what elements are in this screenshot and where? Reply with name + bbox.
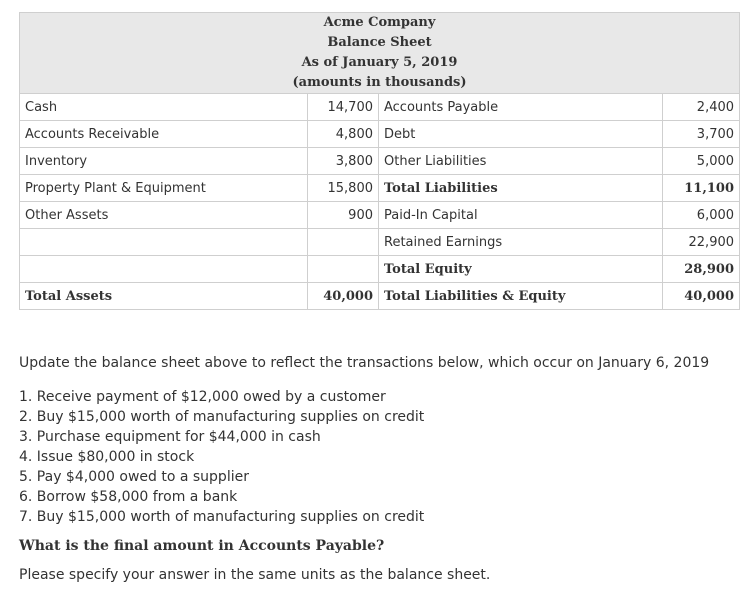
list-item: 7. Buy $15,000 worth of manufacturing supplies on credit [19, 509, 425, 525]
total-assets-value: 40,000 [308, 283, 379, 310]
liability-label: Retained Earnings [379, 229, 663, 256]
liability-label: Other Liabilities [379, 148, 663, 175]
liability-value: 2,400 [663, 94, 740, 121]
list-item: 3. Purchase equipment for $44,000 in cash [19, 429, 321, 445]
asset-label: Property Plant & Equipment [20, 175, 308, 202]
asset-label [20, 256, 308, 283]
asset-label [20, 229, 308, 256]
total-equity-label: Total Equity [379, 256, 663, 283]
total-assets-label: Total Assets [20, 283, 308, 310]
balance-sheet-header-row [20, 13, 740, 94]
answer-note: Please specify your answer in the same units as the balance sheet. [19, 567, 491, 583]
instructions-text: Update the balance sheet above to reflect the transactions below, which occur on January 6, 2019 [19, 355, 710, 371]
liability-value: 3,700 [663, 121, 740, 148]
sheet-units: (amounts in thousands) [292, 75, 467, 90]
list-item: 1. Receive payment of $12,000 owed by a customer [19, 389, 386, 405]
liability-label: Accounts Payable [379, 94, 663, 121]
list-item: 6. Borrow $58,000 from a bank [19, 489, 238, 505]
balance-sheet-header [20, 13, 740, 94]
total-equity-value: 28,900 [663, 256, 740, 283]
asset-value [308, 256, 379, 283]
total-liabilities-label: Total Liabilities [379, 175, 663, 202]
asset-value: 900 [308, 202, 379, 229]
table-row [20, 175, 740, 202]
list-item: 4. Issue $80,000 in stock [19, 449, 195, 465]
table-row [20, 94, 740, 121]
table-row [20, 202, 740, 229]
asset-label: Other Assets [20, 202, 308, 229]
liability-label: Paid-In Capital [379, 202, 663, 229]
asset-value: 15,800 [308, 175, 379, 202]
total-liabilities-value: 11,100 [663, 175, 740, 202]
total-liabilities-equity-label: Total Liabilities & Equity [379, 283, 663, 310]
list-item: 2. Buy $15,000 worth of manufacturing supplies on credit [19, 409, 425, 425]
liability-value: 5,000 [663, 148, 740, 175]
list-item: 5. Pay $4,000 owed to a supplier [19, 469, 249, 485]
transaction-list [19, 387, 424, 527]
asset-label: Inventory [20, 148, 308, 175]
balance-sheet-table [19, 12, 740, 310]
asset-value: 3,800 [308, 148, 379, 175]
liability-value: 6,000 [663, 202, 740, 229]
table-row [20, 283, 740, 310]
asset-value: 4,800 [308, 121, 379, 148]
asset-label: Accounts Receivable [20, 121, 308, 148]
total-liabilities-equity-value: 40,000 [663, 283, 740, 310]
liability-label: Debt [379, 121, 663, 148]
asset-label: Cash [20, 94, 308, 121]
sheet-date: As of January 5, 2019 [301, 55, 458, 70]
sheet-title: Balance Sheet [327, 35, 432, 50]
table-row [20, 256, 740, 283]
asset-value [308, 229, 379, 256]
asset-value: 14,700 [308, 94, 379, 121]
table-row [20, 148, 740, 175]
table-row [20, 229, 740, 256]
question-text: What is the final amount in Accounts Payable? [19, 538, 385, 554]
table-row [20, 121, 740, 148]
company-name: Acme Company [323, 15, 436, 30]
liability-value: 22,900 [663, 229, 740, 256]
